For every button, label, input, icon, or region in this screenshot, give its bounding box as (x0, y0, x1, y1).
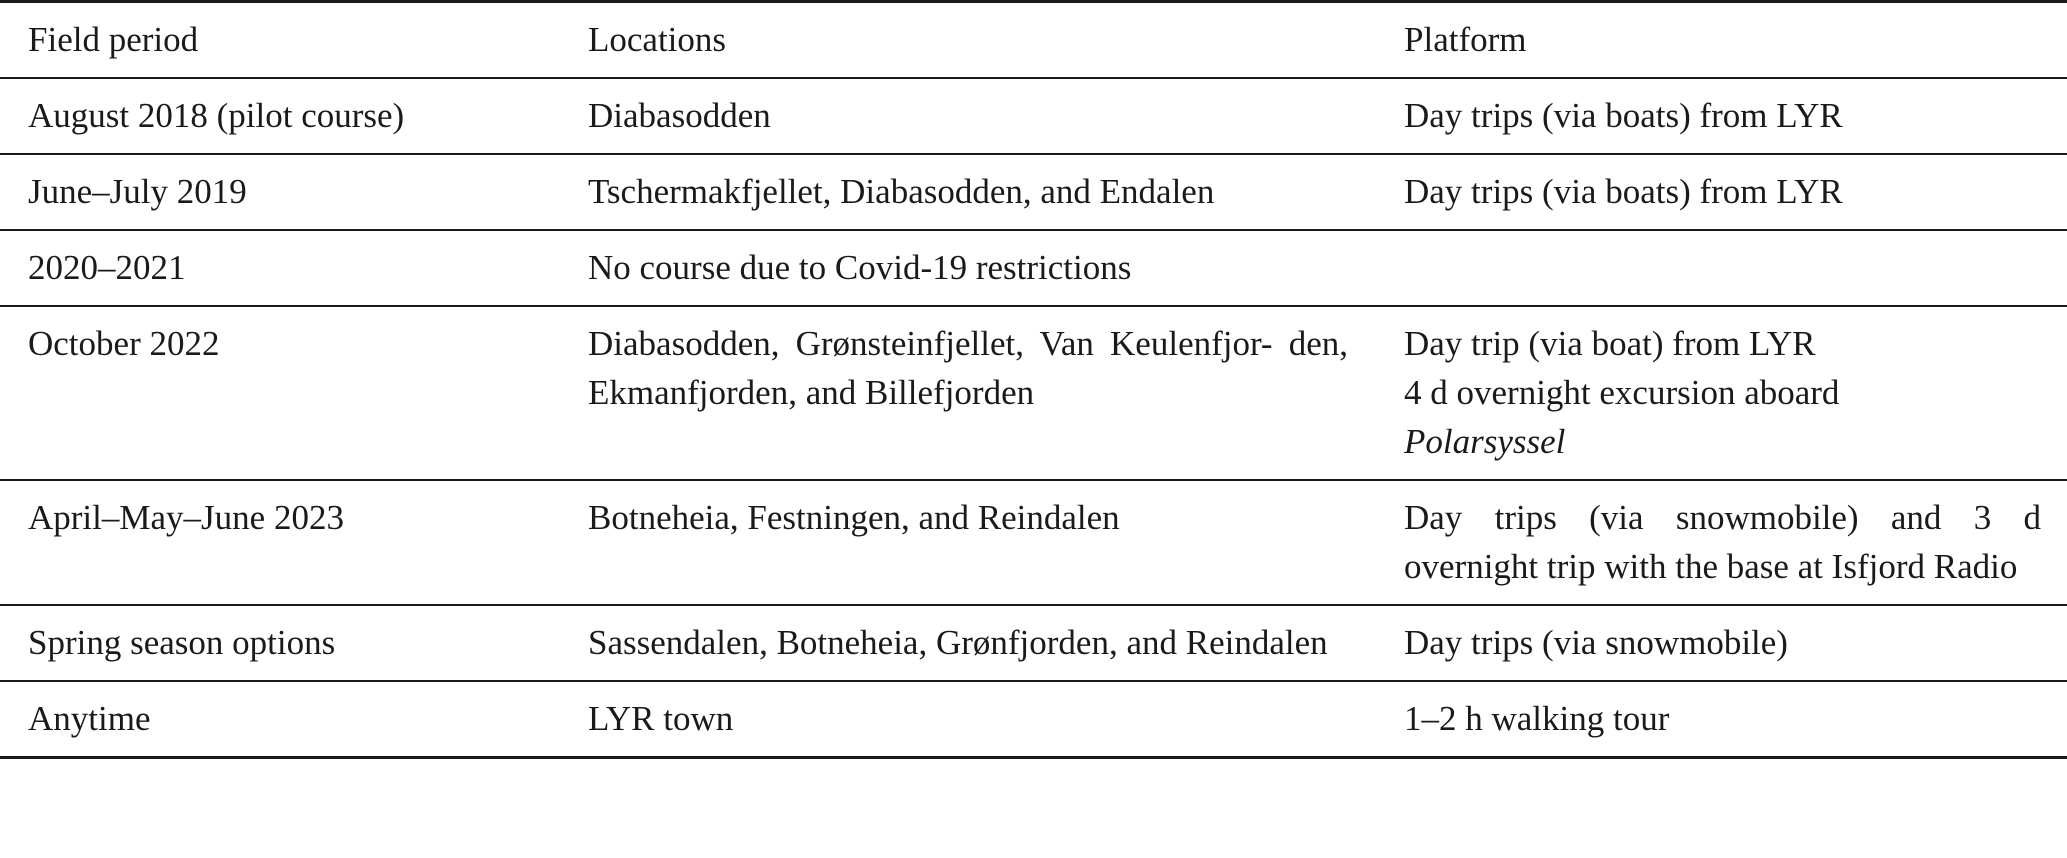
table-header-row (0, 2, 2067, 79)
table-row (0, 480, 2067, 605)
cell-locations: Sassendalen, Botneheia, Grønfjorden, and Reindalen (588, 623, 1328, 662)
cell-locations: Tschermakfjellet, Diabasodden, and Endalen (588, 172, 1215, 211)
cell-locations: LYR town (588, 699, 734, 738)
cell-platform: Day trips (via boats) from LYR (1404, 172, 1843, 211)
cell-locations: Diabasodden (588, 96, 771, 135)
cell-field-period: Spring season options (28, 623, 336, 662)
vessel-name: Polarsyssel (1404, 422, 1566, 461)
table-row (0, 605, 2067, 681)
cell-field-period: August 2018 (pilot course) (28, 96, 405, 135)
cell-field-period: 2020–2021 (28, 248, 186, 287)
cell-platform: Day trips (via snowmobile) and 3 d overnight trip with the base at Isfjord Radio (1404, 498, 2041, 586)
platform-line: Day trip (via boat) from LYR (1404, 324, 1816, 363)
cell-locations: Diabasodden, Grønsteinfjellet, Van Keulenfjor- den, Ekmanfjorden, and Billefjorden (588, 324, 1348, 412)
table-row (0, 230, 2067, 306)
cell-field-period: October 2022 (28, 324, 220, 363)
cell-locations: Botneheia, Festningen, and Reindalen (588, 498, 1120, 537)
cell-field-period: June–July 2019 (28, 172, 247, 211)
cell-platform: 1–2 h walking tour (1404, 699, 1670, 738)
cell-platform: Day trips (via boats) from LYR (1404, 96, 1843, 135)
table-row (0, 306, 2067, 480)
cell-platform (1376, 230, 2067, 306)
table-row (0, 154, 2067, 230)
cell-platform (1376, 306, 2067, 480)
header-platform: Platform (1404, 20, 1527, 59)
header-field-period: Field period (28, 20, 199, 59)
cell-locations: No course due to Covid-19 restrictions (588, 248, 1132, 287)
table-row (0, 78, 2067, 154)
header-locations: Locations (588, 20, 727, 59)
cell-field-period: Anytime (28, 699, 151, 738)
platform-line: 4 d overnight excursion aboard (1404, 373, 1840, 412)
cell-field-period: April–May–June 2023 (28, 498, 344, 537)
cell-platform: Day trips (via snowmobile) (1404, 623, 1788, 662)
table-row (0, 681, 2067, 758)
